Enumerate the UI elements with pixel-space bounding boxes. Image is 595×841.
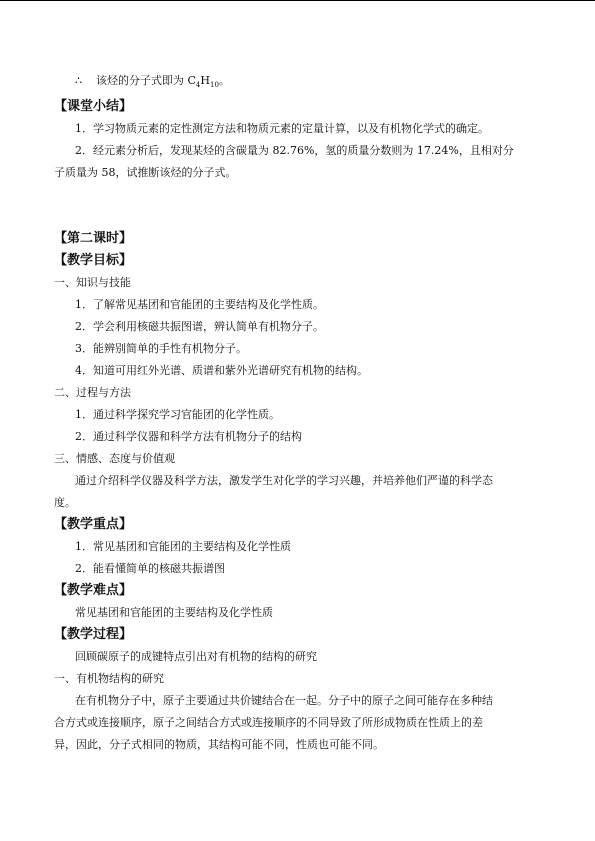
knowledge-item-1: 1．了解常见基团和官能团的主要结构及化学性质。 xyxy=(75,298,324,312)
process-section-1: 一、有机物结构的研究 xyxy=(54,672,164,686)
formula-sub-c: 4 xyxy=(195,81,201,90)
attitude-line-1: 通过介绍科学仪器及科学方法，激发学生对化学的学习兴趣，并培养他们严谨的科学态 xyxy=(75,474,493,488)
section-attitude: 三、情感、态度与价值观 xyxy=(54,452,175,466)
attitude-line-2: 度。 xyxy=(54,496,76,510)
summary-item-1: 1．学习物质元素的定性测定方法和物质元素的定量计算，以及有机物化学式的确定。 xyxy=(75,122,489,136)
knowledge-item-4: 4．知道可用红外光谱、质谱和紫外光谱研究有机物的结构。 xyxy=(75,364,368,378)
keypoint-1: 1．常见基团和官能团的主要结构及化学性质 xyxy=(75,540,291,554)
document-page xyxy=(54,70,539,756)
page-top-border xyxy=(0,0,595,1)
conclusion-line xyxy=(54,70,539,96)
process-item-2: 2．通过科学仪器和科学方法有机物分子的结构 xyxy=(75,430,302,444)
process-paragraph-line-3: 异，因此，分子式相同的物质，其结构可能不同，性质也可能不同。 xyxy=(54,738,384,752)
lesson2-heading: 【第二课时】 xyxy=(54,231,133,247)
spacer xyxy=(54,184,539,228)
knowledge-item-3: 3．能辨别简单的手性有机物分子。 xyxy=(75,342,247,356)
process-paragraph-line-2: 合方式或连接顺序，原子之间结合方式或连接顺序的不同导致了所形成物质在性质上的差 xyxy=(54,716,483,730)
formula-h: H xyxy=(200,74,210,87)
keypoint-2: 2．能看懂简单的核磁共振谱图 xyxy=(75,562,225,576)
process-heading: 【教学过程】 xyxy=(54,627,133,643)
difficulty-heading: 【教学难点】 xyxy=(54,583,133,599)
difficulty-text: 常见基团和官能团的主要结构及化学性质 xyxy=(75,606,273,620)
section-process-method: 二、过程与方法 xyxy=(54,386,131,400)
process-intro: 回顾碳原子的成键特点引出对有机物的结构的研究 xyxy=(75,650,317,664)
conclusion-end: 。 xyxy=(218,74,230,87)
process-item-1: 1．通过科学探究学习官能团的化学性质。 xyxy=(75,408,280,422)
summary-heading: 【课堂小结】 xyxy=(54,99,133,115)
knowledge-item-2: 2．学会利用核磁共振图谱，辨认简单有机物分子。 xyxy=(75,320,324,334)
conclusion-text: 该烃的分子式即为 C xyxy=(96,74,196,87)
formula-sub-h: 10 xyxy=(209,81,219,90)
therefore-symbol: ∴ xyxy=(75,74,82,87)
summary-item-2-line-2: 子质量为 58，试推断该烃的分子式。 xyxy=(54,166,237,180)
section-knowledge: 一、知识与技能 xyxy=(54,276,131,290)
keypoints-heading: 【教学重点】 xyxy=(54,517,133,533)
summary-item-2-line-1: 2．经元素分析后，发现某烃的含碳量为 82.76%，氢的质量分数则为 17.24%，且相对分 xyxy=(75,144,514,158)
objectives-heading: 【教学目标】 xyxy=(54,253,133,269)
process-paragraph-line-1: 在有机物分子中，原子主要通过共价键结合在一起。分子中的原子之间可能存在多种结 xyxy=(75,694,493,708)
